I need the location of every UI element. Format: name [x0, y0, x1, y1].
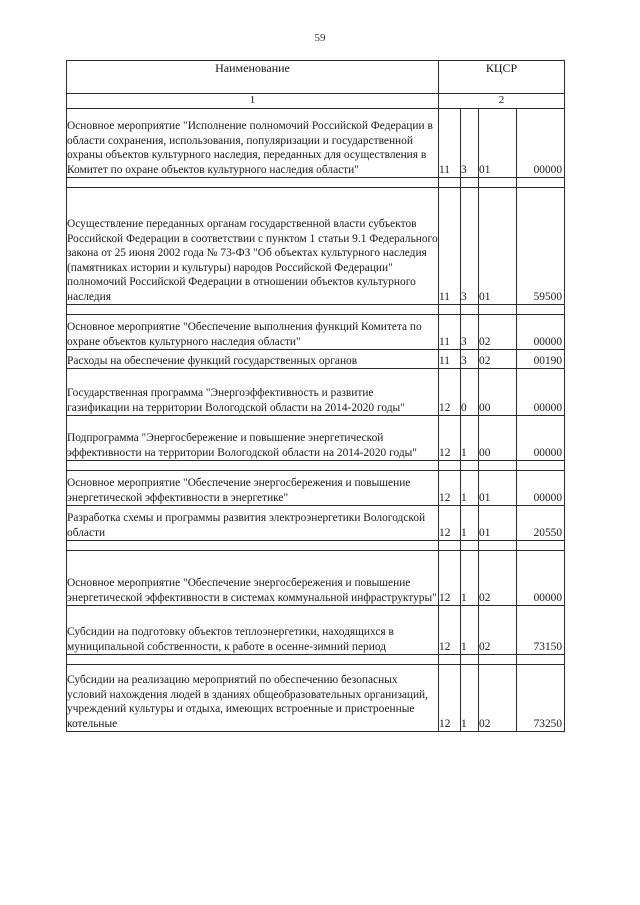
- header-kcsr: КЦСР: [439, 61, 565, 94]
- code-subprogram: 1: [461, 665, 479, 732]
- code-subprogram: 3: [461, 188, 479, 305]
- code-subprogram: 3: [461, 350, 479, 369]
- spacer-cell: [439, 461, 461, 471]
- code-direction: 73250: [517, 665, 565, 732]
- spacer-cell: [479, 655, 517, 665]
- code-direction: 00000: [517, 109, 565, 178]
- spacer-cell: [67, 305, 439, 315]
- table-row: [67, 350, 565, 369]
- code-direction: 00190: [517, 350, 565, 369]
- index-row: [67, 94, 565, 109]
- code-subprogram: 1: [461, 606, 479, 655]
- spacer-cell: [67, 655, 439, 665]
- spacer-cell: [517, 305, 565, 315]
- code-direction: 00000: [517, 471, 565, 506]
- table-row: [67, 188, 565, 305]
- code-event: 00: [479, 369, 517, 416]
- code-event: 02: [479, 350, 517, 369]
- spacer-cell: [517, 461, 565, 471]
- spacer-cell: [67, 541, 439, 551]
- index-name: 1: [67, 94, 439, 109]
- code-subprogram: 0: [461, 369, 479, 416]
- code-event: 01: [479, 188, 517, 305]
- spacer-cell: [439, 178, 461, 188]
- spacer-cell: [461, 541, 479, 551]
- code-direction: 73150: [517, 606, 565, 655]
- code-event: 01: [479, 109, 517, 178]
- code-program: 11: [439, 109, 461, 178]
- table-row: [67, 315, 565, 350]
- spacer-cell: [479, 178, 517, 188]
- header-row: [67, 61, 565, 94]
- row-name: Основное мероприятие "Обеспечение выполнения функций Комитета по охране объектов культурного наследия области": [67, 315, 439, 350]
- code-event: 00: [479, 416, 517, 461]
- code-event: 01: [479, 471, 517, 506]
- table-row: [67, 109, 565, 178]
- code-program: 12: [439, 665, 461, 732]
- spacer-row: [67, 461, 565, 471]
- code-subprogram: 1: [461, 471, 479, 506]
- spacer-cell: [479, 461, 517, 471]
- code-subprogram: 1: [461, 416, 479, 461]
- code-direction: 20550: [517, 506, 565, 541]
- spacer-cell: [517, 655, 565, 665]
- code-event: 02: [479, 315, 517, 350]
- spacer-row: [67, 178, 565, 188]
- spacer-cell: [67, 178, 439, 188]
- code-direction: 59500: [517, 188, 565, 305]
- spacer-cell: [517, 178, 565, 188]
- spacer-cell: [461, 305, 479, 315]
- row-name: Основное мероприятие "Исполнение полномочий Российской Федерации в области сохранения, использования, популяризации и государственной охраны объектов культурного наследия, переданных для осуществления в Комитет по охране объектов культурного наследия области": [67, 109, 439, 178]
- spacer-cell: [461, 461, 479, 471]
- table-row: [67, 416, 565, 461]
- code-program: 12: [439, 506, 461, 541]
- spacer-cell: [439, 541, 461, 551]
- row-name: Субсидии на подготовку объектов теплоэнергетики, находящихся в муниципальной собственности, к работе в осенне-зимний период: [67, 606, 439, 655]
- code-program: 11: [439, 350, 461, 369]
- row-name: Субсидии на реализацию мероприятий по обеспечению безопасных условий нахождения людей в зданиях общеобразовательных организаций, учреждений культуры и отдыха, имеющих встроенные и пристроенные котельные: [67, 665, 439, 732]
- code-subprogram: 1: [461, 551, 479, 606]
- code-program: 12: [439, 606, 461, 655]
- code-subprogram: 3: [461, 315, 479, 350]
- code-event: 02: [479, 606, 517, 655]
- code-subprogram: 3: [461, 109, 479, 178]
- code-event: 01: [479, 506, 517, 541]
- code-program: 12: [439, 369, 461, 416]
- table-row: [67, 606, 565, 655]
- row-name: Подпрограмма "Энергосбережение и повышение энергетической эффективности на территории Вологодской области на 2014-2020 годы": [67, 416, 439, 461]
- spacer-cell: [517, 541, 565, 551]
- row-name: Расходы на обеспечение функций государственных органов: [67, 350, 439, 369]
- table-row: [67, 471, 565, 506]
- spacer-cell: [439, 655, 461, 665]
- spacer-row: [67, 541, 565, 551]
- table-row: [67, 665, 565, 732]
- header-name: Наименование: [67, 61, 439, 94]
- code-direction: 00000: [517, 551, 565, 606]
- row-name: Основное мероприятие "Обеспечение энергосбережения и повышение энергетической эффективности в энергетике": [67, 471, 439, 506]
- spacer-row: [67, 305, 565, 315]
- code-program: 11: [439, 188, 461, 305]
- spacer-cell: [479, 305, 517, 315]
- code-program: 12: [439, 551, 461, 606]
- page-number: 59: [314, 32, 326, 44]
- code-direction: 00000: [517, 315, 565, 350]
- row-name: Государственная программа "Энергоэффективность и развитие газификации на территории Вологодской области на 2014-2020 годы": [67, 369, 439, 416]
- code-program: 11: [439, 315, 461, 350]
- table-row: [67, 551, 565, 606]
- spacer-cell: [461, 178, 479, 188]
- spacer-cell: [67, 461, 439, 471]
- code-program: 12: [439, 471, 461, 506]
- table-row: [67, 369, 565, 416]
- code-program: 12: [439, 416, 461, 461]
- spacer-cell: [461, 655, 479, 665]
- spacer-cell: [479, 541, 517, 551]
- spacer-cell: [439, 305, 461, 315]
- row-name: Разработка схемы и программы развития электроэнергетики Вологодской области: [67, 506, 439, 541]
- code-direction: 00000: [517, 369, 565, 416]
- spacer-row: [67, 655, 565, 665]
- row-name: Осуществление переданных органам государственной власти субъектов Российской Федерации в соответствии с пунктом 1 статьи 9.1 Федерального закона от 25 июня 2002 года № 73-ФЗ "Об объектах культурного наследия (памятниках истории и культуры) народов Российской Федерации" полномочий Российской Федерации в отношении объектов культурного наследия: [67, 188, 439, 305]
- row-name: Основное мероприятие "Обеспечение энергосбережения и повышение энергетической эффективности в системах коммунальной инфраструктуры": [67, 551, 439, 606]
- table-body: [67, 109, 565, 732]
- budget-classification-table: [66, 60, 565, 732]
- code-subprogram: 1: [461, 506, 479, 541]
- code-direction: 00000: [517, 416, 565, 461]
- table-row: [67, 506, 565, 541]
- index-kcsr: 2: [439, 94, 565, 109]
- code-event: 02: [479, 665, 517, 732]
- code-event: 02: [479, 551, 517, 606]
